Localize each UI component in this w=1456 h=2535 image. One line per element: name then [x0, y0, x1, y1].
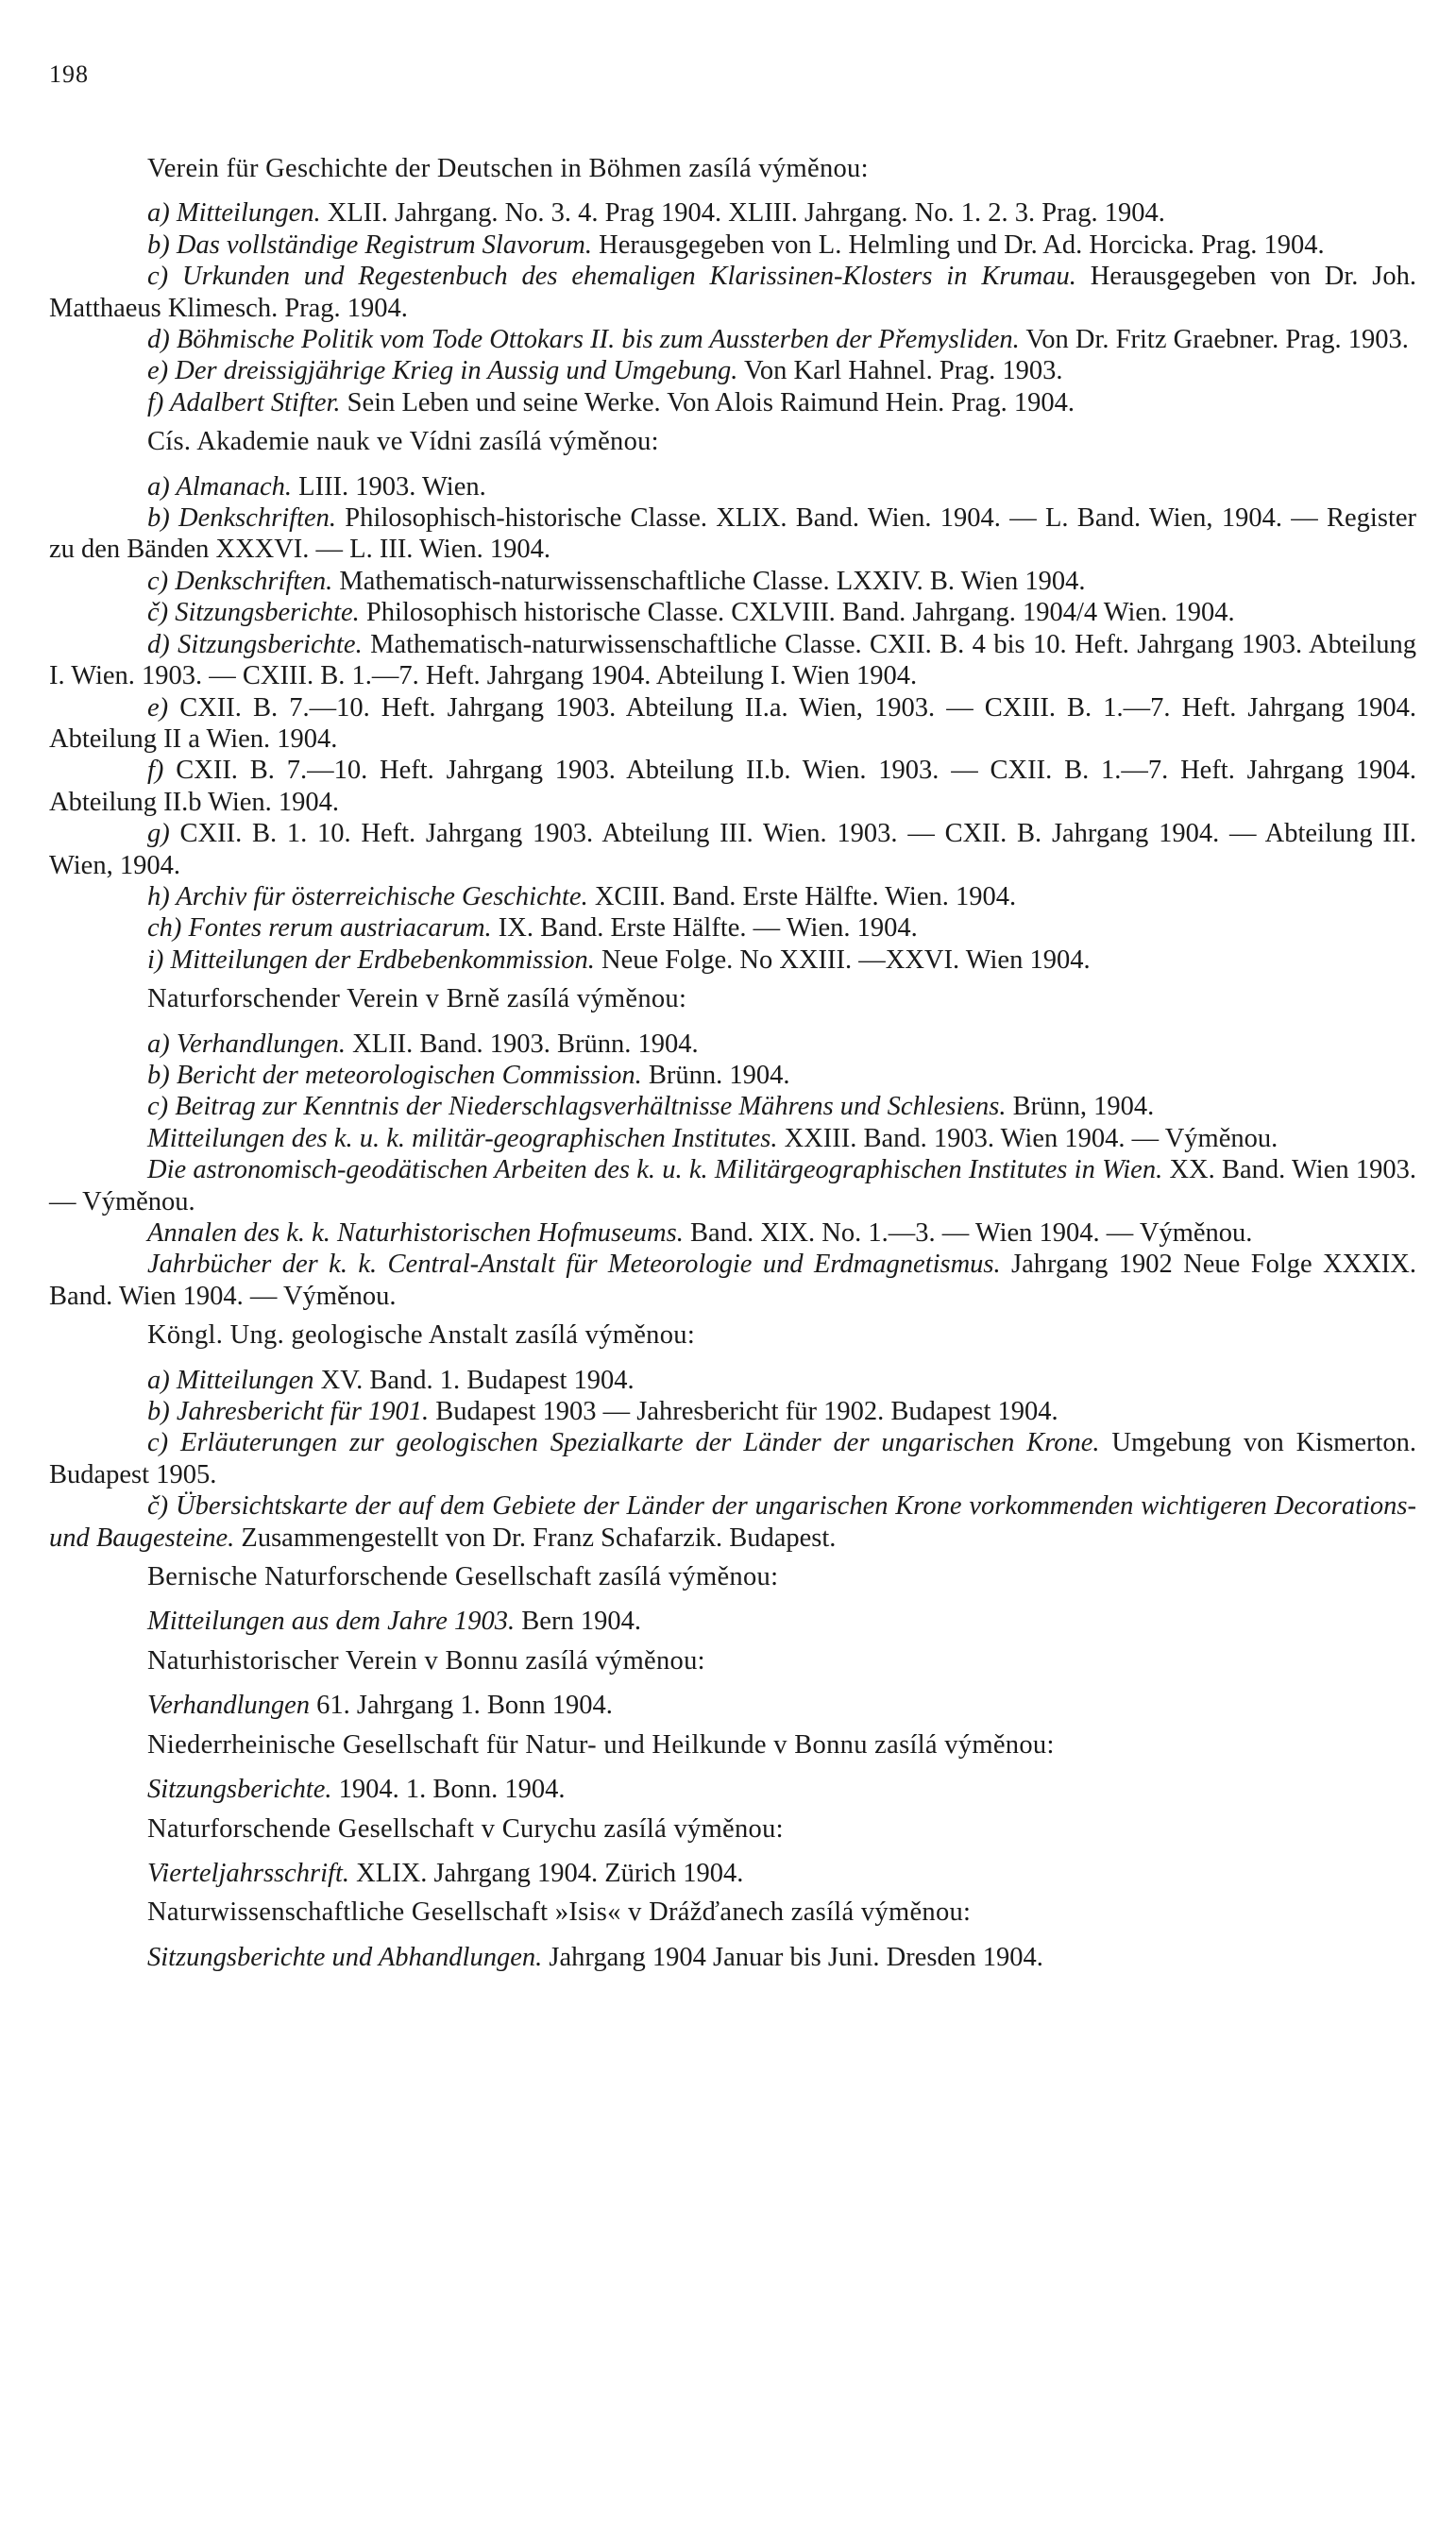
entry-title: Mitteilungen aus dem Jahre 1903. — [147, 1607, 516, 1637]
bibliography-entry — [49, 881, 1416, 912]
bibliography-entry — [49, 1249, 1416, 1312]
bibliography-entry — [49, 1858, 1416, 1889]
entry-title: Almanach. — [176, 471, 293, 502]
bibliography-entry — [49, 1490, 1416, 1554]
entry-details: XLIX. Jahrgang 1904. Zürich 1904. — [349, 1858, 744, 1888]
bibliography-entry — [49, 629, 1416, 692]
entry-details: Philosophisch-historische Classe. XLIX. Band. Wien. 1904. — L. Band. Wien, 1904. — Register zu den Bänden XXXVI. — L. III. Wien. 1904. — [49, 503, 1417, 565]
entry-title: Urkunden und Regestenbuch des ehemaligen Klarissinen-Klosters in Krumau. — [181, 262, 1076, 292]
entry-label: i) — [147, 944, 171, 975]
entry-title: Archiv für österreichische Geschichte. — [176, 881, 588, 911]
bibliography-entry — [49, 1365, 1416, 1396]
entry-details: XXIII. Band. 1903. Wien 1904. — Výměnou. — [777, 1123, 1278, 1153]
entry-title: Denkschriften. — [175, 566, 333, 596]
entry-details: Herausgegeben von L. Helmling und Dr. Ad. Horcicka. Prag. 1904. — [592, 230, 1325, 260]
entry-label: g) — [147, 819, 180, 849]
bibliography-entry — [49, 324, 1416, 355]
bibliography-entry — [49, 1060, 1416, 1091]
entry-details: LIII. 1903. Wien. — [292, 471, 486, 502]
bibliography-entry — [49, 692, 1416, 756]
entry-title: Erläuterungen zur geologischen Spezialkarte der Länder der ungarischen Krone. — [180, 1428, 1100, 1458]
entry-label: h) — [147, 881, 177, 911]
entry-label: č) — [147, 598, 176, 628]
entry-details: Sein Leben und seine Werke. Von Alois Raimund Hein. Prag. 1904. — [340, 387, 1075, 417]
entry-title: Adalbert Stifter. — [170, 387, 341, 417]
section-heading: Naturhistorischer Verein v Bonnu zasílá výměnou: — [147, 1645, 705, 1676]
bibliography-entry — [49, 355, 1416, 386]
entry-title: Böhmische Politik vom Tode Ottokars II. bis zum Aussterben der Přemysliden. — [176, 325, 1020, 355]
bibliography-entry — [49, 387, 1416, 418]
entry-label: d) — [147, 325, 177, 355]
entry-details: Umgebung von Kismerton. Budapest 1905. — [49, 1428, 1417, 1489]
section-heading: Köngl. Ung. geologische Anstalt zasílá výměnou: — [147, 1320, 696, 1351]
entry-details: Jahrgang 1904 Januar bis Juni. Dresden 1904. — [542, 1942, 1043, 1972]
entry-details: XLII. Band. 1903. Brünn. 1904. — [346, 1029, 699, 1059]
entry-details: XLII. Jahrgang. No. 3. 4. Prag 1904. XLIII. Jahrgang. No. 1. 2. 3. Prag. 1904. — [320, 198, 1165, 229]
bibliography-entry — [49, 912, 1416, 944]
entry-label: c) — [147, 1428, 181, 1458]
bibliography-entry — [49, 755, 1416, 818]
entry-details: 61. Jahrgang 1. Bonn 1904. — [310, 1691, 613, 1721]
entry-title: Beitrag zur Kenntnis der Niederschlagsverhältnisse Mährens und Schlesiens. — [175, 1092, 1007, 1122]
bibliography-entry — [49, 230, 1416, 261]
entry-details: XV. Band. 1. Budapest 1904. — [313, 1365, 635, 1395]
bibliography-entry — [49, 502, 1416, 566]
entry-label: b) — [147, 230, 177, 260]
entry-title: Sitzungsberichte. — [175, 598, 360, 628]
bibliography-entry — [49, 1606, 1416, 1637]
entry-title: Mitteilungen — [176, 1365, 314, 1395]
entry-details: CXII. B. 7.—10. Heft. Jahrgang 1903. Abteilung II.b. Wien. 1903. — CXII. B. 1.—7. Heft. Jahrgang 1904. Abteilung II.b Wien. 1904. — [49, 756, 1416, 817]
entry-details: Mathematisch-naturwissenschaftliche Classe. LXXIV. B. Wien 1904. — [332, 566, 1086, 596]
entry-title: Fontes rerum austriacarum. — [188, 913, 492, 944]
entry-label: č) — [147, 1491, 176, 1522]
entry-details: IX. Band. Erste Hälfte. — Wien. 1904. — [491, 913, 918, 944]
entry-label: c) — [147, 566, 176, 596]
bibliography-entry — [49, 1774, 1416, 1805]
entry-title: Jahresbericht für 1901. — [176, 1397, 430, 1427]
bibliography-entry — [49, 1154, 1416, 1217]
bibliography-entry — [49, 566, 1416, 597]
bibliography-entry — [49, 944, 1416, 976]
entry-details: Neue Folge. No XXIII. —XXVI. Wien 1904. — [594, 944, 1091, 975]
entry-title: Mitteilungen. — [176, 198, 321, 229]
section-heading: Verein für Geschichte der Deutschen in Böhmen zasílá výměnou: — [147, 154, 869, 183]
section-heading: Naturforschende Gesellschaft v Curychu zasílá výměnou: — [147, 1813, 784, 1844]
entry-title: Mitteilungen des k. u. k. militär-geographischen Institutes. — [147, 1123, 778, 1153]
entry-details: XX. Band. Wien 1903. — Výměnou. — [49, 1155, 1416, 1216]
entry-details: Herausgegeben von Dr. Joh. Matthaeus Klimesch. Prag. 1904. — [49, 262, 1416, 323]
bibliography-entry — [49, 1123, 1416, 1154]
entry-details: Brünn. 1904. — [641, 1060, 790, 1090]
entry-title: Annalen des k. k. Naturhistorischen Hofmuseums. — [147, 1218, 684, 1248]
bibliography-entry — [49, 1029, 1416, 1060]
section-heading: Bernische Naturforschende Gesellschaft zasílá výměnou: — [147, 1562, 779, 1592]
entry-label: b) — [147, 503, 179, 534]
bibliography-entry — [49, 1091, 1416, 1122]
entry-title: Das vollständige Registrum Slavorum. — [176, 230, 593, 260]
entry-details: Jahrgang 1902 Neue Folge XXXIX. Band. Wien 1904. — Výměnou. — [49, 1250, 1417, 1311]
entry-label: d) — [147, 629, 178, 659]
bibliography-entry — [49, 1690, 1416, 1721]
page-number: 198 — [49, 60, 89, 88]
section-heading: Cís. Akademie nauk ve Vídni zasílá výměnou: — [147, 427, 659, 457]
entry-details: Zusammengestellt von Dr. Franz Schafarzik. Budapest. — [234, 1523, 837, 1553]
bibliography-entry — [49, 261, 1416, 324]
entry-title: Verhandlungen — [147, 1691, 311, 1721]
entry-label: c) — [147, 1092, 176, 1122]
entry-title: Mitteilungen der Erdbebenkommission. — [170, 944, 595, 975]
entry-title: Sitzungsberichte. — [178, 629, 363, 659]
entry-title: Jahrbücher der k. k. Central-Anstalt für Meteorologie und Erdmagnetismus. — [147, 1250, 1001, 1280]
entry-label: f) — [147, 387, 171, 417]
section-heading: Niederrheinische Gesellschaft für Natur- und Heilkunde v Bonnu zasílá výměnou: — [147, 1729, 1055, 1760]
section-heading: Naturwissenschaftliche Gesellschaft »Isis« v Drážďanech zasílá výměnou: — [147, 1897, 972, 1928]
entry-details: Philosophisch historische Classe. CXLVIII. Band. Jahrgang. 1904/4 Wien. 1904. — [359, 598, 1235, 628]
bibliography-entry — [49, 1396, 1416, 1427]
entry-details: Band. XIX. No. 1.—3. — Wien 1904. — Výměnou. — [683, 1218, 1253, 1248]
entry-details: CXII. B. 7.—10. Heft. Jahrgang 1903. Abteilung II.a. Wien, 1903. — CXIII. B. 1.—7. Heft. Jahrgang 1904. Abteilung II a Wien. 1904. — [49, 692, 1416, 754]
entry-label: a) — [147, 1029, 177, 1059]
entry-title: Verhandlungen. — [176, 1029, 347, 1059]
entry-label: f) — [147, 756, 177, 786]
entry-details: XCIII. Band. Erste Hälfte. Wien. 1904. — [587, 881, 1017, 911]
entry-details: Bern 1904. — [515, 1607, 641, 1637]
entry-title: Bericht der meteorologischen Commission. — [176, 1060, 642, 1090]
entry-title: Der dreissigjährige Krieg in Aussig und Umgebung. — [175, 356, 738, 386]
entry-title: Die astronomisch-geodätischen Arbeiten des k. u. k. Militärgeographischen Institutes in Wien. — [147, 1155, 1163, 1185]
entry-label: a) — [147, 1365, 177, 1395]
entry-label: a) — [147, 198, 177, 229]
entry-details: Von Dr. Fritz Graebner. Prag. 1903. — [1019, 325, 1409, 355]
entry-details: CXII. B. 1. 10. Heft. Jahrgang 1903. Abteilung III. Wien. 1903. — CXII. B. Jahrgang 1904. — Abteilung III. Wien, 1904. — [49, 819, 1416, 880]
entry-label: c) — [147, 262, 182, 292]
entry-details: Von Karl Hahnel. Prag. 1903. — [737, 356, 1063, 386]
bibliography-entry — [49, 1942, 1416, 1973]
entry-title: Vierteljahrsschrift. — [147, 1858, 350, 1888]
entry-details: 1904. 1. Bonn. 1904. — [331, 1775, 566, 1805]
entry-label: e) — [147, 356, 176, 386]
entry-title: Sitzungsberichte. — [147, 1775, 332, 1805]
bibliography-entry — [49, 597, 1416, 628]
entry-details: Mathematisch-naturwissenschaftliche Classe. CXII. B. 4 bis 10. Heft. Jahrgang 1903. Abteilung I. Wien. 1903. — CXIII. B. 1.—7. Heft. Jahrgang 1904. Abteilung I. Wien 1904. — [49, 629, 1416, 691]
entry-label: b) — [147, 1397, 177, 1427]
bibliography-entry — [49, 1427, 1416, 1490]
bibliography-entry — [49, 197, 1416, 229]
entry-details: Brünn, 1904. — [1006, 1092, 1155, 1122]
entry-title: Sitzungsberichte und Abhandlungen. — [147, 1942, 543, 1972]
section-heading: Naturforschender Verein v Brně zasílá výměnou: — [147, 984, 687, 1014]
entry-title: Übersichtskarte der auf dem Gebiete der Länder der ungarischen Krone vorkommenden wichtigeren Decorations- und Baugesteine. — [49, 1491, 1416, 1553]
bibliography-entry — [49, 1217, 1416, 1249]
entry-title: Denkschriften. — [178, 503, 337, 534]
entry-label: ch) — [147, 913, 189, 944]
entry-label: b) — [147, 1060, 177, 1090]
entry-label: e) — [147, 692, 180, 723]
bibliography-entry — [49, 471, 1416, 502]
bibliography-entry — [49, 818, 1416, 881]
page-body — [49, 153, 1416, 1973]
entry-details: Budapest 1903 — Jahresbericht für 1902. Budapest 1904. — [429, 1397, 1058, 1427]
entry-label: a) — [147, 471, 177, 502]
